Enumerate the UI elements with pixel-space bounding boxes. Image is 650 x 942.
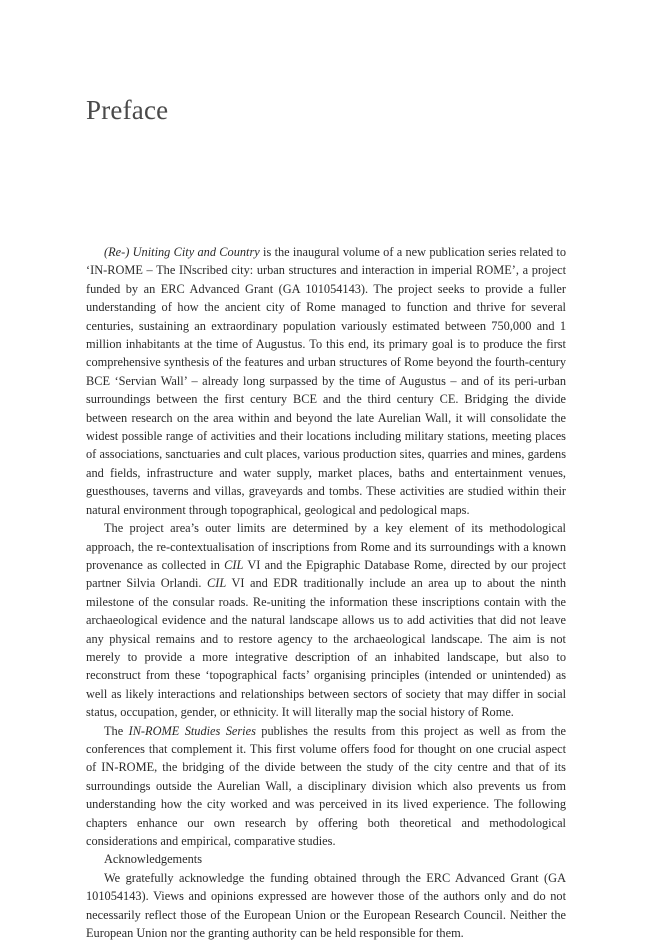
acknowledgements-heading: Acknowledgements [104, 852, 203, 867]
paragraph-acknowledgements: We gratefully acknowledge the funding obtained through the ERC Advanced Grant (GA 101054143). Views and opinions expressed are however those of the authors only and do not necessarily reflect those of the European Union or the European Research Council. Neither the European Union nor the granting authority can be held responsible for them. [86, 870, 566, 941]
cil-italic-1: CIL [224, 557, 244, 572]
volume-title-italic: (Re-) Uniting City and Country [104, 245, 260, 259]
paragraph-series [86, 722, 566, 851]
paragraph-series-text-1: The [104, 723, 129, 738]
paragraph-methodology-text-3: VI and EDR traditionally include an area up to about the ninth milestone of the consular roads. Re-uniting the information these inscriptions contain with the archaeological evidence and the natural landscape allows us to add activities that did not leave any physical remains and to restore agency to the archaeological landscape. The aim is not merely to provide a more integrative description of an inhabited landscape, but also to reconstruct from these ‘topographical facts’ organising principles (intended or unintended) as well as likely interactions and relationships between sectors of society that may differ in social status, occupation, gender, or ethnicity. It will literally map the social history of Rome. [86, 576, 566, 720]
series-title-italic: IN-ROME Studies Series [128, 723, 256, 738]
preface-body [86, 243, 566, 942]
paragraph-series-text-2: publishes the results from this project as well as from the conferences that complement it. This first volume offers food for thought on one crucial aspect of IN-ROME, the bridging of the divide between the study of the city centre and that of its surroundings outside the Aurelian Wall, a disciplinary division which also prevents us from understanding how the city worked and was perceived in its lived experience. The following chapters enhance our own research by offering both theoretical and methodological considerations and empirical, comparative studies. [86, 723, 566, 848]
paragraph-methodology-text-2: VI and the Epigraphic Database Rome, directed by our project partner Silvia Orlandi. [86, 557, 566, 591]
page-title: Preface [86, 95, 169, 125]
cil-italic-2: CIL [207, 576, 227, 591]
paragraph-methodology [86, 519, 566, 721]
paragraph-methodology-text-1: The project area’s outer limits are determined by a key element of its methodological approach, the re-contextualisation of inscriptions from Rome and its surroundings with a known provenance as collected in [86, 521, 566, 572]
paragraph-intro [86, 243, 566, 519]
paragraph-intro-text: is the inaugural volume of a new publication series related to ‘IN-ROME – The INscribed city: urban structures and interaction in imperial ROME’, a project funded by an ERC Advanced Grant (GA 101054143). The project seeks to provide a fuller understanding of how the ancient city of Rome managed to function and thrive for several centuries, sustaining an extraordinary population variously estimated between 750,000 and 1 million inhabitants at the time of Augustus. To this end, its primary goal is to produce the first comprehensive synthesis of the features and urban structures of Rome beyond the fourth-century BCE ‘Servian Wall’ – already long surpassed by the time of Augustus – and of its peri-urban surroundings between the first century BCE and the third century CE. Bridging the divide between research on the area within and beyond the late Aurelian Wall, it will consolidate the widest possible range of activities and their locations including military stations, meeting places of associations, sanctuaries and cult places, various production sites, quarries and mines, gardens and fields, infrastructure and water supply, market places, baths and entertainment venues, guesthouses, taverns and villas, graveyards and tombs. These activities are studied within their natural environment through topographical, geological and pedological maps. [86, 245, 566, 517]
